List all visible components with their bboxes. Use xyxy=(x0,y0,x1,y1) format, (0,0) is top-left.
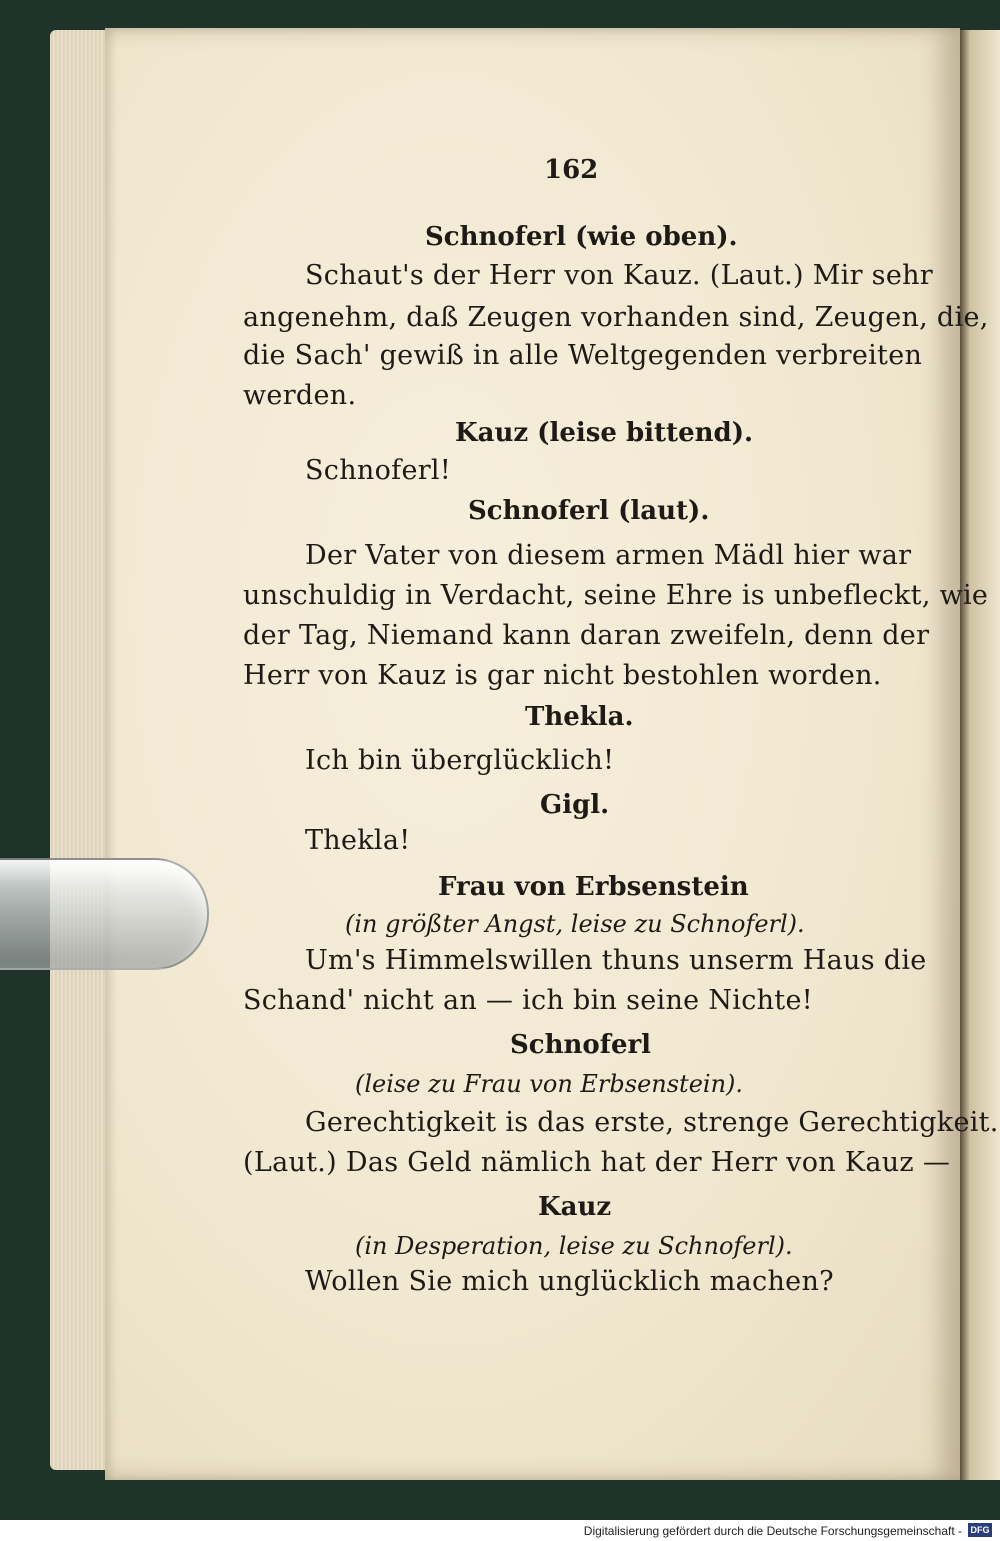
text-line: (Laut.) Das Geld nämlich hat der Herr von Kauz — xyxy=(243,1147,951,1178)
text-line: die Sach' gewiß in alle Weltgegenden verbreiten xyxy=(243,340,923,371)
speaker-line: Kauz xyxy=(538,1192,612,1222)
speaker-line: Schnoferl (laut). xyxy=(468,496,710,526)
text-line: Schand' nicht an — ich bin seine Nichte! xyxy=(243,985,813,1016)
text-line: Ich bin überglücklich! xyxy=(305,745,615,776)
speaker-line: Schnoferl xyxy=(510,1030,652,1060)
footer-bar xyxy=(0,1520,1000,1541)
page-number: 162 xyxy=(544,155,599,185)
page-clip-holder xyxy=(0,858,209,970)
text-line: Schnoferl! xyxy=(305,455,452,486)
stage-direction: (in größter Angst, leise zu Schnoferl). xyxy=(345,910,805,938)
text-line: Schaut's der Herr von Kauz. (Laut.) Mir sehr xyxy=(305,260,934,291)
stage-direction: (in Desperation, leise zu Schnoferl). xyxy=(355,1232,793,1260)
speaker-line: Frau von Erbsenstein xyxy=(438,872,749,902)
funding-credit: Digitalisierung gefördert durch die Deutsche Forschungsgemeinschaft - xyxy=(583,1524,962,1538)
text-line: der Tag, Niemand kann daran zweifeln, denn der xyxy=(243,620,930,651)
text-line: Herr von Kauz is gar nicht bestohlen worden. xyxy=(243,660,882,691)
text-line: unschuldig in Verdacht, seine Ehre is unbefleckt, wie xyxy=(243,580,989,611)
speaker-line: Schnoferl (wie oben). xyxy=(425,222,738,252)
text-line: Um's Himmelswillen thuns unserm Haus die xyxy=(305,945,927,976)
dfg-logo: DFG xyxy=(968,1523,992,1537)
stage-direction: (leise zu Frau von Erbsenstein). xyxy=(355,1070,744,1098)
speaker-line: Thekla. xyxy=(525,702,634,732)
text-line: Der Vater von diesem armen Mädl hier war xyxy=(305,540,912,571)
text-line: Gerechtigkeit is das erste, strenge Gerechtigkeit. xyxy=(305,1107,999,1138)
text-line: Thekla! xyxy=(305,825,411,856)
text-line: Wollen Sie mich unglücklich machen? xyxy=(305,1266,834,1297)
speaker-line: Kauz (leise bittend). xyxy=(455,418,754,448)
text-line: werden. xyxy=(243,380,357,411)
text-line: angenehm, daß Zeugen vorhanden sind, Zeugen, die, xyxy=(243,302,989,333)
facing-page-edge xyxy=(960,30,1000,1480)
speaker-line: Gigl. xyxy=(540,790,610,820)
